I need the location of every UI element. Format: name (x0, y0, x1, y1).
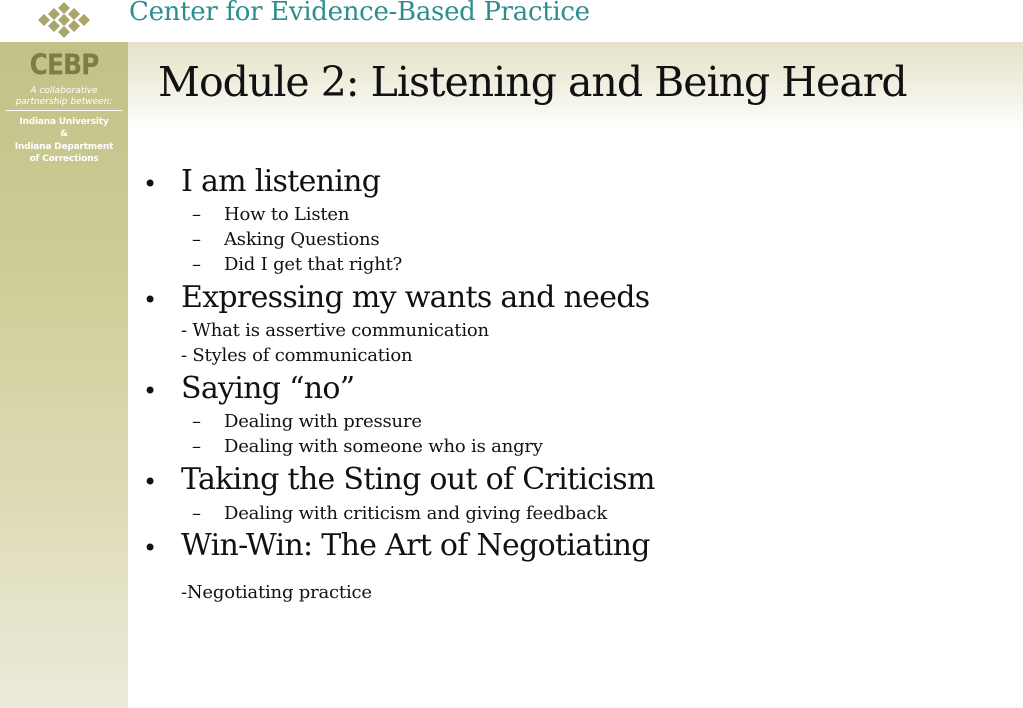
sub-item: Asking Questions (224, 229, 380, 250)
bullet-item: I am listening (181, 164, 381, 199)
dash-marker: – (192, 229, 201, 250)
dash-marker: – (192, 254, 201, 275)
dash-marker: – (192, 411, 201, 432)
dash-marker: – (192, 503, 201, 524)
partner-list (0, 116, 128, 166)
sidebar-divider (6, 110, 122, 111)
tagline (0, 86, 128, 108)
partner-line: & (60, 129, 68, 140)
sub-item: Dealing with criticism and giving feedback (224, 503, 608, 524)
sub-item: How to Listen (224, 204, 350, 225)
brand-wordmark: CEBP (29, 47, 99, 82)
bullet-marker: • (143, 534, 158, 562)
header-bar (0, 0, 1023, 42)
sub-item: Dealing with pressure (224, 411, 422, 432)
dash-marker: – (192, 436, 201, 457)
tagline-line: partnership between: (15, 97, 113, 107)
bullet-item: Win-Win: The Art of Negotiating (181, 528, 650, 563)
bullet-marker: • (143, 468, 158, 496)
sub-item: -Negotiating practice (181, 582, 372, 603)
bullet-marker: • (143, 286, 158, 314)
sub-item: - What is assertive communication (181, 320, 489, 341)
tagline-line: A collaborative (30, 86, 98, 96)
cebp-logo-icon (32, 0, 96, 40)
organization-title: Center for Evidence-Based Practice (129, 0, 590, 27)
slide-title: Module 2: Listening and Being Heard (158, 58, 907, 106)
bullet-item: Taking the Sting out of Criticism (181, 462, 655, 497)
bullet-item: Saying “no” (181, 371, 355, 406)
partner-line: Indiana Department (14, 141, 114, 152)
partner-line: Indiana University (19, 117, 109, 127)
sidebar-panel (0, 42, 128, 708)
sub-item: - Styles of communication (181, 345, 413, 366)
bullet-marker: • (143, 377, 158, 405)
sub-item: Dealing with someone who is angry (224, 436, 543, 457)
dash-marker: – (192, 204, 201, 225)
sub-item: Did I get that right? (224, 254, 403, 275)
bullet-marker: • (143, 170, 158, 198)
bullet-item: Expressing my wants and needs (181, 280, 650, 315)
partner-line: of Corrections (29, 154, 99, 165)
